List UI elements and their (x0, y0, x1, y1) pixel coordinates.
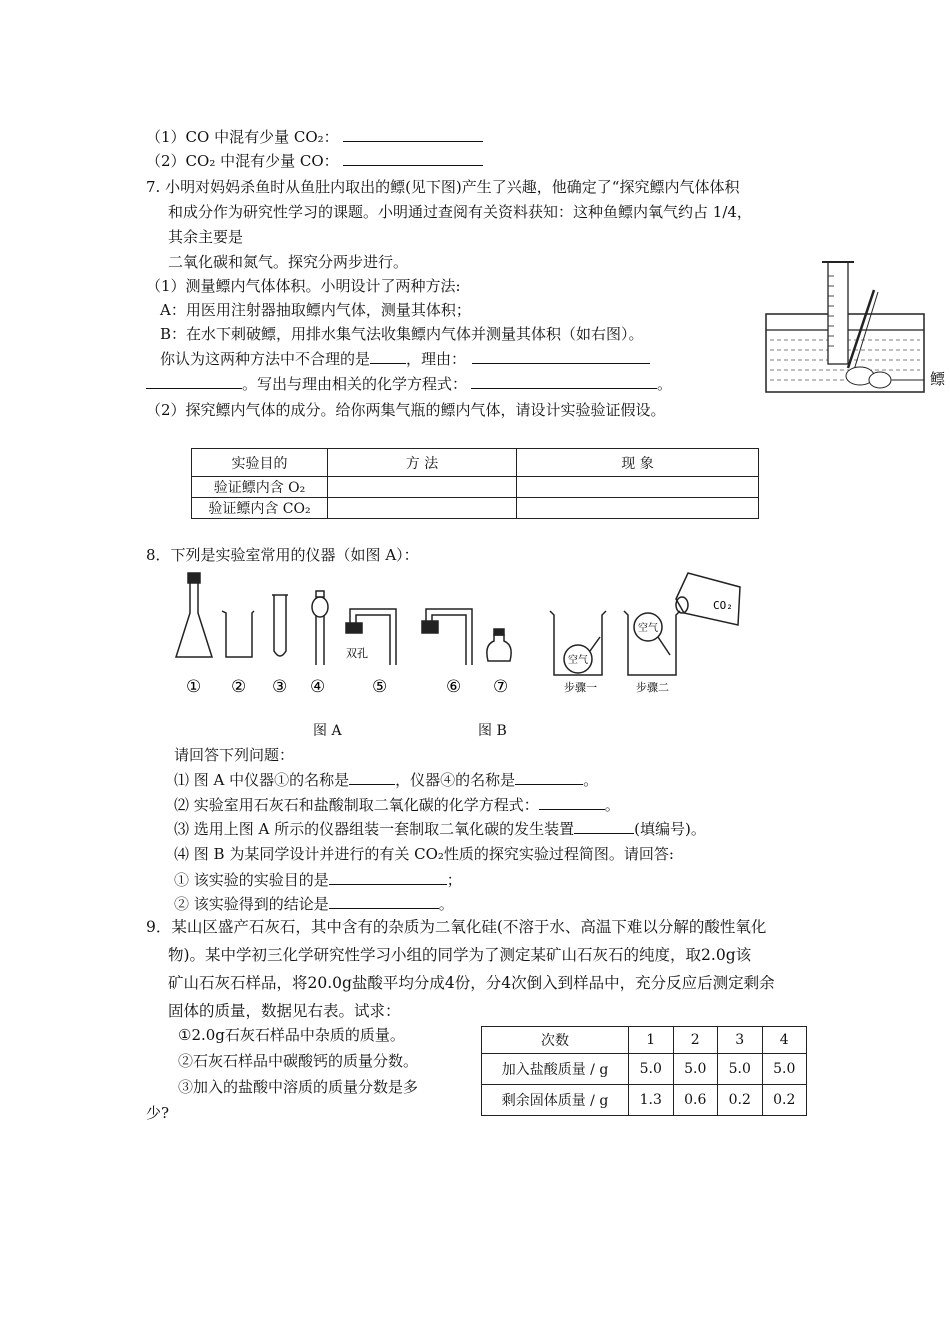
q9-ask-c: ③加入的盐酸中溶质的质量分数是多 (178, 1078, 419, 1096)
q8-sub-2: ⑵ 实验室用石灰石和盐酸制取二氧化碳的化学方程式： 。 (174, 796, 620, 814)
number-5: ⑤ (372, 677, 388, 697)
figure-b-caption: 图 B (478, 723, 507, 739)
table-cell (328, 477, 517, 498)
number-4: ④ (310, 677, 326, 697)
table-cell (328, 498, 517, 519)
table-cell: 5.0 (629, 1054, 674, 1085)
table-header: 方 法 (328, 449, 517, 477)
table-header: 现 象 (517, 449, 759, 477)
table-header: 4 (762, 1027, 807, 1054)
table-cell: 0.2 (718, 1085, 763, 1116)
q7-line-7: B：在水下刺破鳔，用排水集气法收集鳔内气体并测量其体积（如右图）。 (160, 325, 644, 343)
number-2: ② (231, 677, 247, 697)
table-header: 次数 (482, 1027, 629, 1054)
q7-line-1: 7. 小明对妈妈杀鱼时从鱼肚内取出的鳔(见下图)产生了兴趣，他确定了“探究鳔内气体体积 (146, 178, 740, 196)
table-cell (517, 477, 759, 498)
q8-sub-4-2: ② 该实验得到的结论是 。 (174, 895, 454, 913)
q9-data-table (481, 1026, 807, 1116)
table-cell: 1.3 (629, 1085, 674, 1116)
figure-a-caption: 图 A (313, 723, 342, 739)
table-cell: 剩余固体质量 / g (482, 1085, 629, 1116)
fish-bladder-apparatus-figure (764, 256, 950, 396)
q9-line-3: 矿山石灰石样品，将20.0g盐酸平均分成4份，分4次倒入到样品中，充分反应后测定剩余 (168, 974, 775, 992)
number-3: ③ (272, 677, 288, 697)
q8-line-1: 8．下列是实验室常用的仪器（如图 A）： (146, 546, 419, 564)
table-header: 3 (718, 1027, 763, 1054)
table-cell: 加入盐酸质量 / g (482, 1054, 629, 1085)
q7-line-10: （2）探究鳔内气体的成分。给你两集气瓶的鳔内气体，请设计实验验证假设。 (146, 401, 666, 419)
q9-line-2: 物)。某中学初三化学研究性学习小组的同学为了测定某矿山石灰石的纯度，取2.0g该 (168, 946, 752, 964)
q9-ask-d: 少? (146, 1104, 170, 1122)
air-label-step1: 空气 (568, 655, 588, 666)
table-cell: 验证鳔内含 O₂ (192, 477, 328, 498)
q9-line-4: 固体的质量，数据见右表。试求： (168, 1002, 401, 1020)
q7-line-4: 二氧化碳和氮气。探究分两步进行。 (168, 253, 409, 271)
table-cell: 0.6 (673, 1085, 718, 1116)
q8-sub-3: ⑶ 选用上图 A 所示的仪器组装一套制取二氧化碳的发生装置 (填编号)。 (174, 820, 706, 838)
air-label-step2: 空气 (638, 623, 658, 634)
q7-line-2: 和成分作为研究性学习的课题。小明通过查阅有关资料获知：这种鱼鳔内氧气约占 1/4， (168, 203, 752, 221)
table-header: 2 (673, 1027, 718, 1054)
number-6: ⑥ (446, 677, 462, 697)
q7-line-8: 你认为这两种方法中不合理的是 ，理由： (160, 349, 650, 369)
q7-experiment-table (191, 448, 759, 519)
table-cell: 5.0 (762, 1054, 807, 1085)
q9-ask-a: ①2.0g石灰石样品中杂质的质量。 (178, 1026, 405, 1044)
number-7: ⑦ (493, 677, 509, 697)
q7-line-6: A：用医用注射器抽取鳔内气体，测量其体积； (160, 301, 471, 319)
double-hole-label: 双孔 (346, 647, 368, 660)
step1-label: 步骤一 (564, 681, 597, 694)
table-cell (517, 498, 759, 519)
q9-ask-b: ②石灰石样品中碳酸钙的质量分数。 (178, 1052, 419, 1070)
table-header: 实验目的 (192, 449, 328, 477)
table-cell: 验证鳔内含 CO₂ (192, 498, 328, 519)
table-cell: 5.0 (673, 1054, 718, 1085)
step2-label: 步骤二 (636, 681, 669, 694)
table-cell: 0.2 (762, 1085, 807, 1116)
table-header: 1 (629, 1027, 674, 1054)
q7-line-9: 。写出与理由相关的化学方程式： 。 (146, 374, 672, 394)
number-1: ① (186, 677, 202, 697)
q8-sub-4-1: ① 该实验的实验目的是 ； (174, 871, 462, 889)
fish-bladder-label: 鳔 (930, 370, 946, 388)
table-cell: 5.0 (718, 1054, 763, 1085)
q7-line-5: （1）测量鳔内气体体积。小明设计了两种方法: (146, 277, 461, 295)
q6-line-1: （1）CO 中混有少量 CO₂： (146, 127, 483, 147)
q8-sub-1: ⑴ 图 A 中仪器①的名称是 ，仪器④的名称是 。 (174, 771, 599, 789)
q9-line-1: 9．某山区盛产石灰石，其中含有的杂质为二氧化硅(不溶于水、高温下难以分解的酸性氧化 (146, 918, 767, 936)
q6-line-2: （2）CO₂ 中混有少量 CO： (146, 151, 483, 171)
q7-line-3: 其余主要是 (168, 228, 244, 246)
lab-apparatus-figure (170, 565, 770, 705)
q8-sub-4: ⑷ 图 B 为某同学设计并进行的有关 CO₂性质的探究实验过程简图。请回答: (174, 845, 674, 863)
q8-ask: 请回答下列问题： (174, 746, 295, 764)
co2-bottle-label: CO₂ (713, 599, 733, 612)
